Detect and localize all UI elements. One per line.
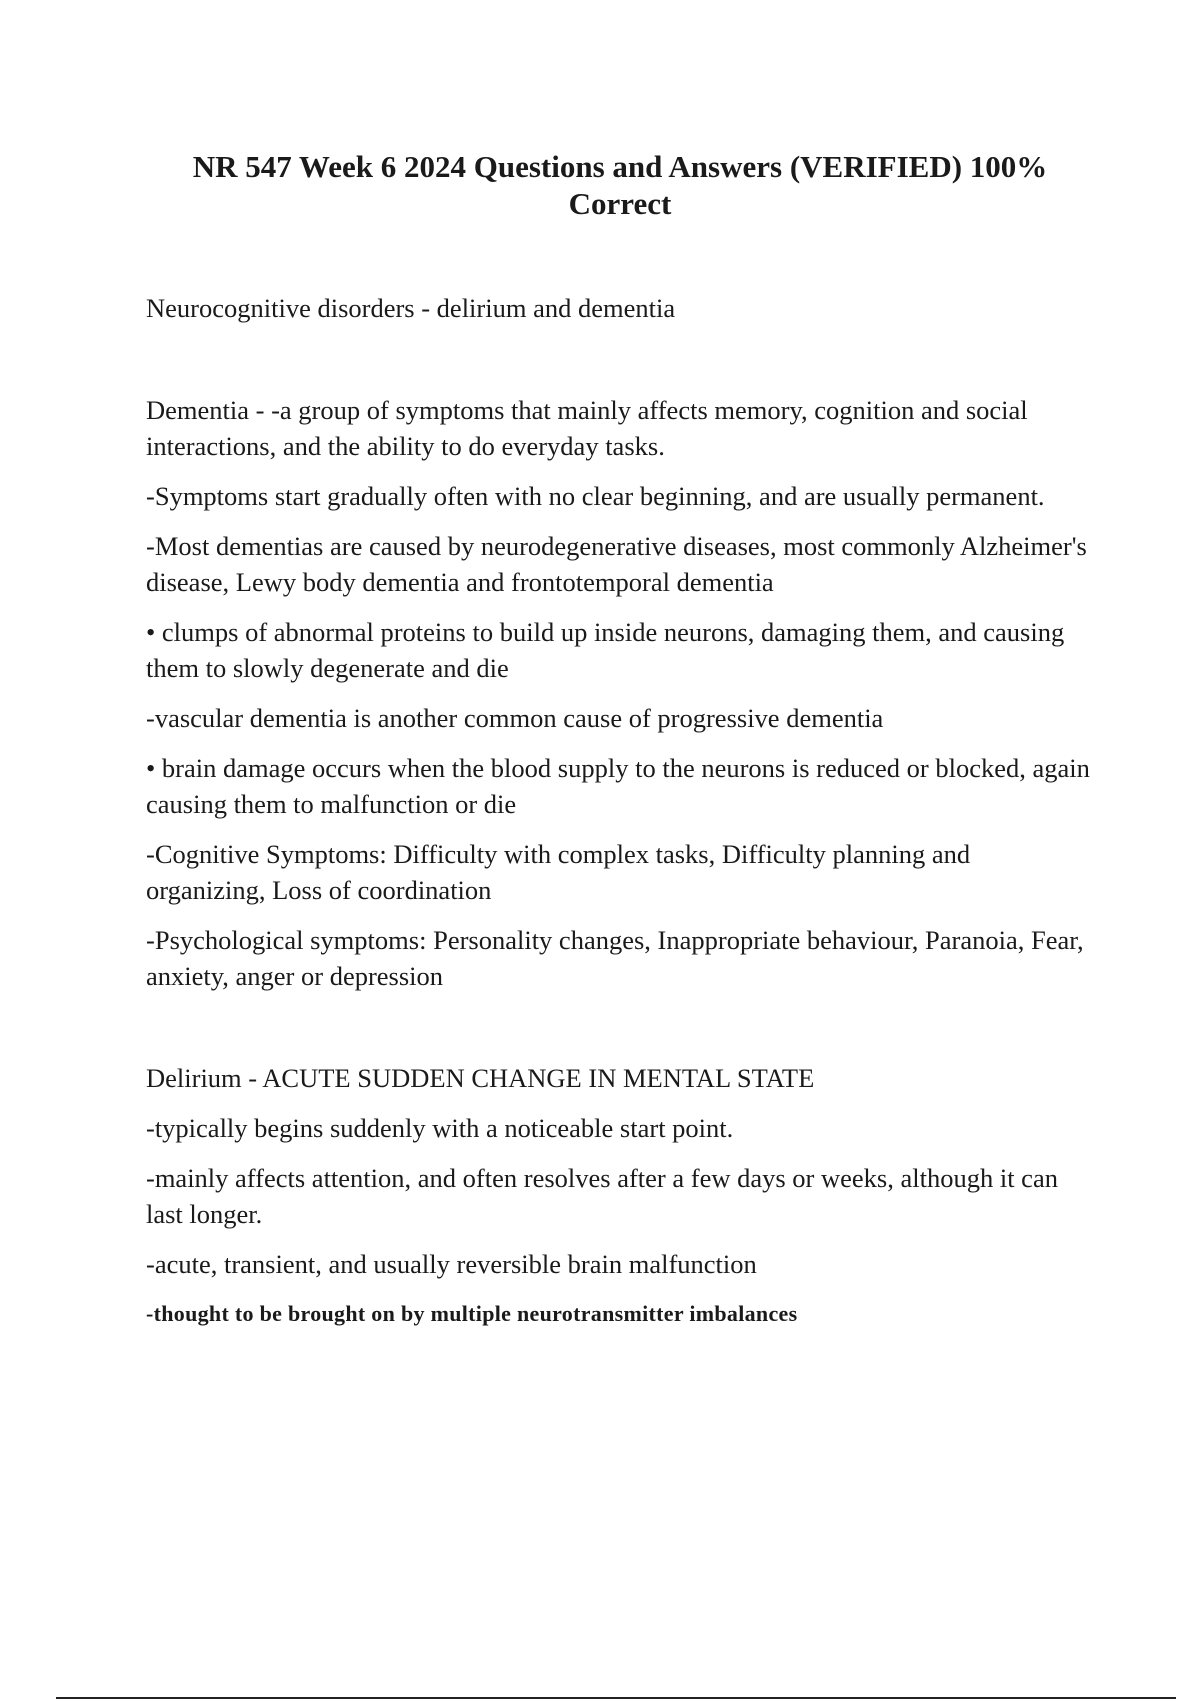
dementia-definition: Dementia - -a group of symptoms that mainly affects memory, cognition and social interactions, and the ability to do everyday tasks.: [146, 395, 1028, 461]
dementia-point: -Most dementias are caused by neurodegenerative diseases, most commonly Alzheimer's disease, Lewy body dementia and frontotemporal dementia: [146, 531, 1087, 597]
dementia-point: -vascular dementia is another common cause of progressive dementia: [146, 703, 884, 733]
dementia-point: -Cognitive Symptoms: Difficulty with complex tasks, Difficulty planning and organizing, Loss of coordination: [146, 839, 971, 905]
document-body: [146, 290, 1096, 1346]
dementia-point: -Symptoms start gradually often with no clear beginning, and are usually permanent.: [146, 481, 1045, 511]
delirium-point: -thought to be brought on by multiple neurotransmitter imbalances: [146, 1301, 798, 1326]
delirium-definition: Delirium - ACUTE SUDDEN CHANGE IN MENTAL STATE: [146, 1063, 815, 1093]
document-title: NR 547 Week 6 2024 Questions and Answers (VERIFIED) 100% Correct: [192, 149, 1048, 221]
dementia-point: • brain damage occurs when the blood supply to the neurons is reduced or blocked, again causing them to malfunction or die: [146, 753, 1090, 819]
delirium-point: -typically begins suddenly with a noticeable start point.: [146, 1113, 734, 1143]
delirium-point: -mainly affects attention, and often resolves after a few days or weeks, although it can last longer.: [146, 1163, 1058, 1229]
footer-rule: [56, 1697, 1176, 1699]
dementia-point: -Psychological symptoms: Personality changes, Inappropriate behaviour, Paranoia, Fear, anxiety, anger or depression: [146, 925, 1084, 991]
topic-heading: Neurocognitive disorders - delirium and dementia: [146, 293, 676, 323]
delirium-point: -acute, transient, and usually reversible brain malfunction: [146, 1249, 757, 1279]
dementia-point: • clumps of abnormal proteins to build up inside neurons, damaging them, and causing them to slowly degenerate and die: [146, 617, 1065, 683]
